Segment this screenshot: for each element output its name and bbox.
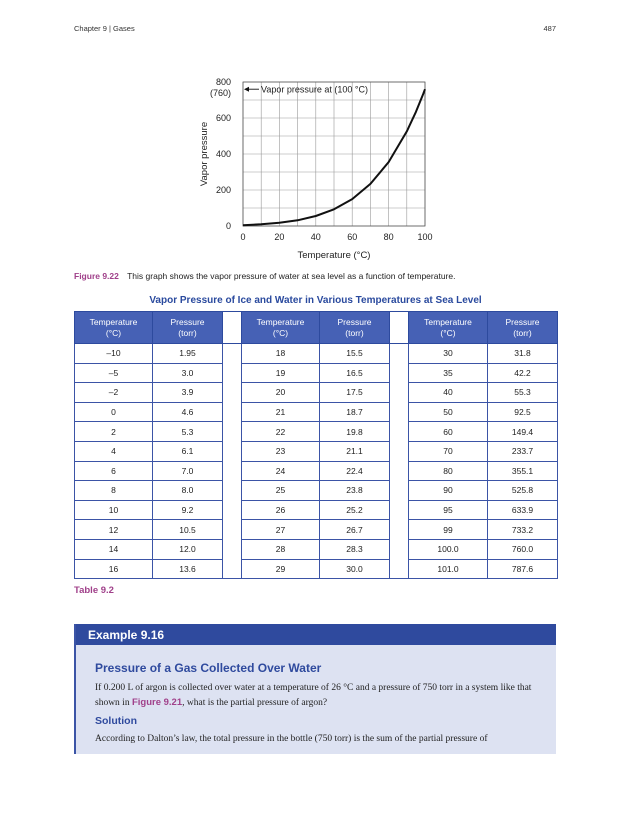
pressure-cell: 525.8 [488,481,558,501]
column-gap [223,500,242,520]
temperature-cell: 12 [75,520,153,540]
pressure-cell: 26.7 [320,520,390,540]
temperature-cell: 22 [242,422,320,442]
example-header: Example 9.16 [76,624,556,645]
chart-annotation: Vapor pressure at (100 °C) [261,84,368,95]
figure-label: Figure 9.22 [74,271,119,281]
table-title: Vapor Pressure of Ice and Water in Various Temperatures at Sea Level [149,295,482,306]
table-row [75,422,558,442]
temperature-cell: –10 [75,344,153,364]
pressure-cell: 149.4 [488,422,558,442]
column-gap [223,422,242,442]
column-gap [223,481,242,501]
x-tick-label: 100 [417,232,433,242]
column-gap [390,481,409,501]
column-gap [390,402,409,422]
temperature-cell: 26 [242,500,320,520]
column-gap [390,344,409,364]
temperature-cell: 101.0 [409,559,488,579]
table-row [75,344,558,364]
example-box [74,624,556,754]
temperature-cell: 28 [242,539,320,559]
temperature-cell: 20 [242,383,320,403]
temperature-cell: 8 [75,481,153,501]
column-gap [223,383,242,403]
pressure-cell: 4.6 [153,402,223,422]
pressure-cell: 6.1 [153,441,223,461]
temperature-cell: 21 [242,402,320,422]
temperature-cell: 100.0 [409,539,488,559]
figure-caption-text: This graph shows the vapor pressure of water at sea level as a function of temperature. [127,271,456,281]
y-tick-label: 0 [225,221,231,231]
pressure-cell: 21.1 [320,441,390,461]
temperature-cell: 4 [75,441,153,461]
temperature-cell: 60 [409,422,488,442]
x-tick-label: 20 [274,232,285,242]
column-gap [390,500,409,520]
x-axis-label: Temperature (°C) [297,250,371,261]
solution-text: According to Dalton’s law, the total pressure in the bottle (750 torr) is the sum of the partial pressure of [95,734,488,744]
column-gap [223,363,242,383]
pressure-cell: 25.2 [320,500,390,520]
pressure-cell: 30.0 [320,559,390,579]
pressure-cell: 233.7 [488,441,558,461]
pressure-cell: 355.1 [488,461,558,481]
table-row [75,481,558,501]
pressure-cell: 28.3 [320,539,390,559]
column-gap [390,441,409,461]
table-row [75,441,558,461]
pressure-cell: 22.4 [320,461,390,481]
pressure-cell: 3.9 [153,383,223,403]
pressure-cell: 633.9 [488,500,558,520]
temperature-cell: 23 [242,441,320,461]
temperature-cell: 35 [409,363,488,383]
chapter-title: Chapter 9 | Gases [74,24,135,33]
temperature-cell: 14 [75,539,153,559]
temperature-cell: 99 [409,520,488,540]
temperature-cell: 0 [75,402,153,422]
temperature-cell: 6 [75,461,153,481]
pressure-cell: 18.7 [320,402,390,422]
temperature-cell: 30 [409,344,488,364]
pressure-cell: 3.0 [153,363,223,383]
pressure-cell: 787.6 [488,559,558,579]
y-tick-label: 600 [215,113,231,123]
column-gap [223,312,242,344]
temperature-cell: 70 [409,441,488,461]
column-gap [223,402,242,422]
temperature-cell: 25 [242,481,320,501]
column-gap [390,559,409,579]
table-row [75,383,558,403]
pressure-cell: 760.0 [488,539,558,559]
column-gap [223,344,242,364]
column-gap [390,539,409,559]
y-tick-label: 200 [215,185,231,195]
pressure-cell: 15.5 [320,344,390,364]
pressure-cell: 42.2 [488,363,558,383]
column-header-temperature: Temperature (°C) [242,312,320,344]
x-tick-label: 60 [347,232,358,242]
temperature-cell: 50 [409,402,488,422]
y-tick-label: 800 [215,77,231,87]
column-gap [223,559,242,579]
column-header-pressure: Pressure (torr) [320,312,390,344]
temperature-cell: 24 [242,461,320,481]
x-tick-label: 0 [240,232,246,242]
pressure-cell: 16.5 [320,363,390,383]
column-gap [390,520,409,540]
pressure-cell: 19.8 [320,422,390,442]
column-gap [390,363,409,383]
x-tick-label: 80 [383,232,394,242]
table-row [75,539,558,559]
temperature-cell: –2 [75,383,153,403]
pressure-cell: 92.5 [488,402,558,422]
table-row [75,402,558,422]
table-label: Table 9.2 [74,585,114,596]
figure-reference-link[interactable]: Figure 9.21 [131,696,183,708]
x-tick-label: 40 [310,232,321,242]
table-row [75,363,558,383]
temperature-cell: 29 [242,559,320,579]
temperature-cell: 90 [409,481,488,501]
pressure-cell: 9.2 [153,500,223,520]
solution-label: Solution [95,715,137,727]
temperature-cell: 80 [409,461,488,481]
temperature-cell: 95 [409,500,488,520]
table-row [75,559,558,579]
running-header [74,24,556,36]
column-header-pressure: Pressure (torr) [488,312,558,344]
column-gap [223,520,242,540]
table-row [75,500,558,520]
pressure-cell: 12.0 [153,539,223,559]
y-axis-label: Vapor pressure [199,121,210,187]
pressure-cell: 733.2 [488,520,558,540]
column-gap [390,383,409,403]
vapor-pressure-chart [190,72,450,264]
column-gap [390,422,409,442]
pressure-cell: 7.0 [153,461,223,481]
vapor-pressure-table [74,311,558,579]
table-header-row [75,312,558,344]
temperature-cell: 10 [75,500,153,520]
temperature-cell: 27 [242,520,320,540]
figure-caption [74,271,570,281]
temperature-cell: 18 [242,344,320,364]
temperature-cell: 2 [75,422,153,442]
temperature-cell: 16 [75,559,153,579]
column-gap [390,461,409,481]
annotation-arrow-head [244,87,249,92]
pressure-cell: 17.5 [320,383,390,403]
column-header-temperature: Temperature (°C) [75,312,153,344]
pressure-cell: 8.0 [153,481,223,501]
column-gap [223,539,242,559]
column-gap [390,312,409,344]
temperature-cell: 40 [409,383,488,403]
column-gap [223,461,242,481]
example-title: Pressure of a Gas Collected Over Water [95,661,322,675]
pressure-cell: 13.6 [153,559,223,579]
pressure-cell: 10.5 [153,520,223,540]
example-question: If 0.200 L of argon is collected over water at a temperature of 26 °C and a pressure of 750 torr in a system like that shown in Figure 9.21, what is the partial pressure of argon? [95,683,532,708]
y-tick-label: 400 [215,149,231,159]
page-number: 487 [543,24,556,33]
pressure-cell: 5.3 [153,422,223,442]
table-row [75,520,558,540]
pressure-cell: 1.95 [153,344,223,364]
temperature-cell: 19 [242,363,320,383]
column-header-temperature: Temperature (°C) [409,312,488,344]
column-gap [223,441,242,461]
y-tick-extra-label: (760) [209,88,231,99]
pressure-cell: 31.8 [488,344,558,364]
pressure-cell: 55.3 [488,383,558,403]
table-row [75,461,558,481]
column-header-pressure: Pressure (torr) [153,312,223,344]
temperature-cell: –5 [75,363,153,383]
pressure-cell: 23.8 [320,481,390,501]
